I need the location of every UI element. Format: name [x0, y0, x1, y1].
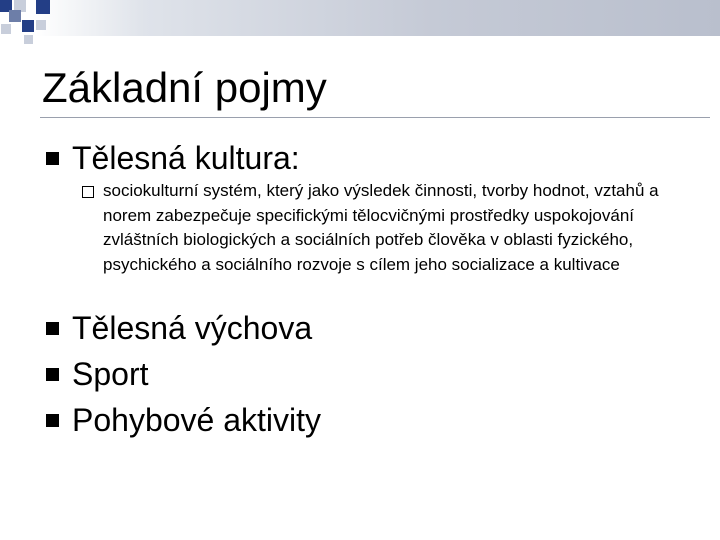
square-bullet-icon [46, 152, 59, 165]
hollow-square-bullet-icon [82, 186, 94, 198]
deco-square-8 [24, 35, 33, 44]
top-gradient-bar [0, 0, 720, 36]
title-divider [40, 117, 710, 118]
bullet-label: Tělesná výchova [72, 310, 313, 346]
deco-square-5 [22, 20, 34, 32]
list-item [46, 141, 300, 176]
deco-square-3 [36, 0, 50, 14]
deco-square-4 [9, 10, 21, 22]
deco-square-6 [36, 20, 46, 30]
list-item [46, 357, 148, 392]
slide-title: Základní pojmy [42, 64, 327, 111]
square-bullet-icon [46, 322, 59, 335]
bullet-label: Sport [72, 356, 149, 392]
square-bullet-icon [46, 368, 59, 381]
list-item [46, 403, 321, 438]
corner-decoration [0, 0, 60, 50]
deco-square-7 [1, 24, 11, 34]
list-item [46, 311, 312, 346]
bullet-label: Tělesná kultura: [72, 140, 300, 176]
sub-bullet-text: sociokulturní systém, který jako výsledek činnosti, tvorby hodnot, vztahů a norem zabezpečuje specifickými tělocvičnými prostředky uspokojování zvláštních biologických a sociálních potřeb člověka v oblasti fyzického, psychického a sociálního rozvoje s cílem jeho socializace a kultivace [103, 181, 659, 274]
bullet-label: Pohybové aktivity [72, 402, 322, 438]
square-bullet-icon [46, 414, 59, 427]
